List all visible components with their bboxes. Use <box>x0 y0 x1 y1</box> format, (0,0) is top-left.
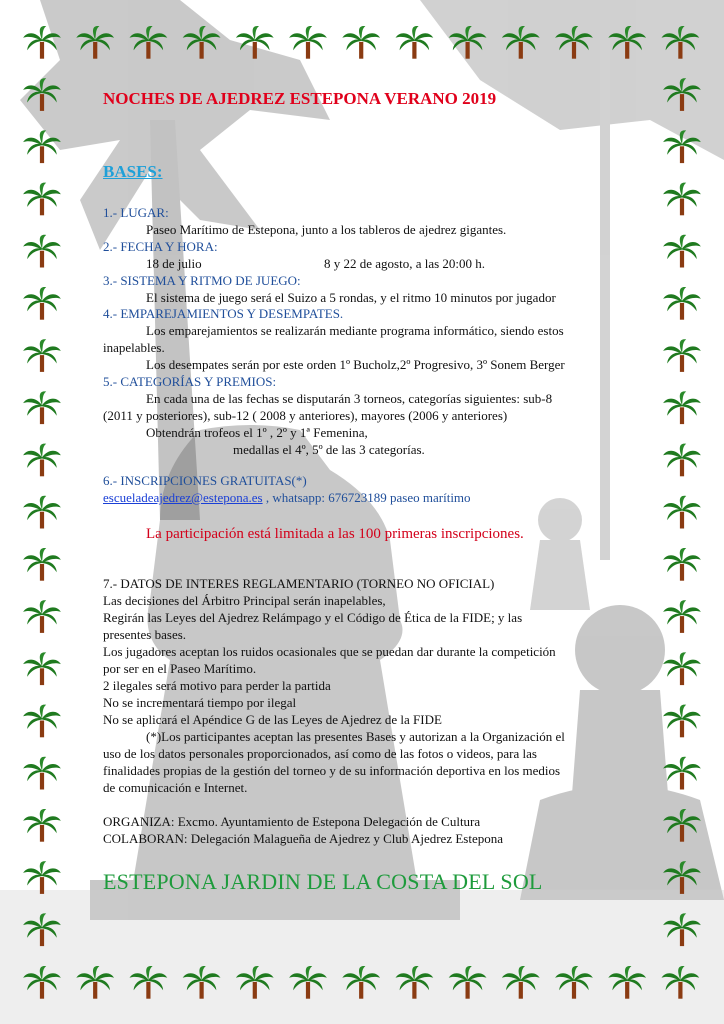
palm-tree-icon <box>23 78 61 111</box>
email-link[interactable]: escueladeajedrez@estepona.es <box>103 490 263 505</box>
palm-tree-icon <box>663 444 701 477</box>
palm-tree-icon <box>289 26 327 59</box>
palm-tree-icon <box>23 861 61 894</box>
palm-tree-icon <box>663 183 701 216</box>
privacy-line: uso de los datos personales proporcionados, así como de las fotos o videos, para las <box>103 746 537 761</box>
whatsapp-text: , whatsapp: 676723189 paseo marítimo <box>262 490 471 505</box>
palm-tree-icon <box>663 339 701 372</box>
datos-line: No se incrementará tiempo por ilegal <box>103 695 297 710</box>
palm-tree-icon <box>663 600 701 633</box>
palm-tree-icon <box>663 130 701 163</box>
emparejamientos-text-2: inapelables. <box>103 340 165 355</box>
palm-tree-icon <box>23 183 61 216</box>
palm-tree-icon <box>76 966 114 999</box>
palm-tree-icon <box>663 705 701 738</box>
fecha-date-1: 18 de julio <box>146 256 202 271</box>
privacy-line: de comunicación e Internet. <box>103 780 248 795</box>
palm-tree-icon <box>662 26 700 59</box>
sistema-text: El sistema de juego será el Suizo a 5 rondas, y el ritmo 10 minutos por jugador <box>146 290 556 305</box>
palm-tree-icon <box>23 26 61 59</box>
palm-tree-icon <box>23 235 61 268</box>
palm-tree-icon <box>663 861 701 894</box>
palm-tree-icon <box>662 966 700 999</box>
datos-heading: 7.- DATOS DE INTERES REGLAMENTARIO (TORNEO NO OFICIAL) <box>103 576 495 591</box>
palm-tree-icon <box>23 339 61 372</box>
datos-line: presentes bases. <box>103 627 187 642</box>
palm-tree-icon <box>608 26 646 59</box>
palm-tree-icon <box>76 26 114 59</box>
fecha-heading: 2.- FECHA Y HORA: <box>103 239 218 254</box>
palm-tree-icon <box>502 26 540 59</box>
palm-tree-icon <box>23 705 61 738</box>
privacy-line: finalidades propias de la gestión del torneo y de su información deportiva en los medios <box>103 763 561 778</box>
palm-tree-icon <box>555 26 593 59</box>
palm-tree-icon <box>23 966 61 999</box>
categorias-heading: 5.- CATEGORÍAS Y PREMIOS: <box>103 374 277 389</box>
palm-tree-icon <box>23 287 61 320</box>
palm-tree-icon <box>663 496 701 529</box>
palm-tree-icon <box>663 913 701 946</box>
palm-tree-icon <box>449 966 487 999</box>
palm-tree-icon <box>236 966 274 999</box>
datos-line: No se aplicará el Apéndice G de las Leyes de Ajedrez de la FIDE <box>103 712 442 727</box>
sistema-heading: 3.- SISTEMA Y RITMO DE JUEGO: <box>103 273 301 288</box>
colaboran-text: COLABORAN: Delegación Malagueña de Ajedrez y Club Ajedrez Estepona <box>103 831 503 846</box>
palm-tree-icon <box>289 966 327 999</box>
bases-heading: BASES: <box>103 162 163 181</box>
inscripciones-heading: 6.- INSCRIPCIONES GRATUITAS(*) <box>103 473 307 488</box>
palm-tree-icon <box>663 757 701 790</box>
limit-notice: La participación está limitada a las 100 primeras inscripciones. <box>146 526 524 542</box>
palm-tree-icon <box>502 966 540 999</box>
palm-tree-icon <box>23 444 61 477</box>
palm-tree-icon <box>23 600 61 633</box>
emparejamientos-text-1: Los emparejamientos se realizarán mediante programa informático, siendo estos <box>146 323 564 338</box>
palm-tree-icon <box>183 966 221 999</box>
datos-line: Las decisiones del Árbitro Principal serán inapelables, <box>103 593 386 608</box>
inscripciones-contact-line <box>103 490 471 507</box>
palm-tree-icon <box>130 966 168 999</box>
desempates-text: Los desempates serán por este orden 1º Bucholz,2º Progresivo, 3º Sonem Berger <box>146 357 565 372</box>
lugar-heading: 1.- LUGAR: <box>103 205 169 220</box>
palm-tree-icon <box>23 391 61 424</box>
palm-tree-icon <box>23 130 61 163</box>
palm-tree-icon <box>555 966 593 999</box>
palm-tree-icon <box>663 287 701 320</box>
palm-tree-icon <box>663 652 701 685</box>
fecha-date-2: 8 y 22 de agosto, a las 20:00 h. <box>324 256 486 271</box>
datos-line: 2 ilegales será motivo para perder la partida <box>103 678 331 693</box>
palm-tree-icon <box>23 548 61 581</box>
datos-line: por ser en el Paseo Marítimo. <box>103 661 257 676</box>
palm-tree-icon <box>449 26 487 59</box>
palm-tree-icon <box>23 913 61 946</box>
organiza-text: ORGANIZA: Excmo. Ayuntamiento de Estepona Delegación de Cultura <box>103 814 481 829</box>
palm-tree-icon <box>608 966 646 999</box>
footer-slogan: ESTEPONA JARDIN DE LA COSTA DEL SOL <box>103 869 543 894</box>
palm-tree-icon <box>663 78 701 111</box>
emparejamientos-heading: 4.- EMPAREJAMIENTOS Y DESEMPATES. <box>103 306 344 321</box>
palm-tree-icon <box>663 548 701 581</box>
palm-tree-icon <box>130 26 168 59</box>
trofeos-text: Obtendrán trofeos el 1º , 2º y 1ª Femenina, <box>146 425 368 440</box>
palm-tree-icon <box>23 652 61 685</box>
palm-tree-icon <box>23 809 61 842</box>
privacy-line: (*)Los participantes aceptan las presentes Bases y autorizan a la Organización el <box>146 729 565 744</box>
categorias-text-1: En cada una de las fechas se disputarán 3 torneos, categorías siguientes: sub-8 <box>146 391 553 406</box>
palm-tree-icon <box>23 757 61 790</box>
palm-tree-icon <box>342 966 380 999</box>
page-title: NOCHES DE AJEDREZ ESTEPONA VERANO 2019 <box>103 89 497 108</box>
datos-line: Regirán las Leyes del Ajedrez Relámpago y el Código de Ética de la FIDE; y las <box>103 610 523 625</box>
categorias-text-2: (2011 y posteriores), sub-12 ( 2008 y anteriores), mayores (2006 y anteriores) <box>103 408 508 423</box>
palm-tree-icon <box>663 235 701 268</box>
palm-tree-icon <box>183 26 221 59</box>
medallas-text: medallas el 4º, 5º de las 3 categorías. <box>233 442 425 457</box>
palm-tree-icon <box>396 26 434 59</box>
lugar-text: Paseo Marítimo de Estepona, junto a los tableros de ajedrez gigantes. <box>146 222 507 237</box>
datos-line: Los jugadores aceptan los ruidos ocasionales que se puedan dar durante la competición <box>103 644 556 659</box>
palm-tree-icon <box>23 496 61 529</box>
palm-tree-icon <box>663 391 701 424</box>
palm-tree-icon <box>342 26 380 59</box>
palm-tree-icon <box>663 809 701 842</box>
palm-tree-icon <box>396 966 434 999</box>
palm-tree-icon <box>236 26 274 59</box>
